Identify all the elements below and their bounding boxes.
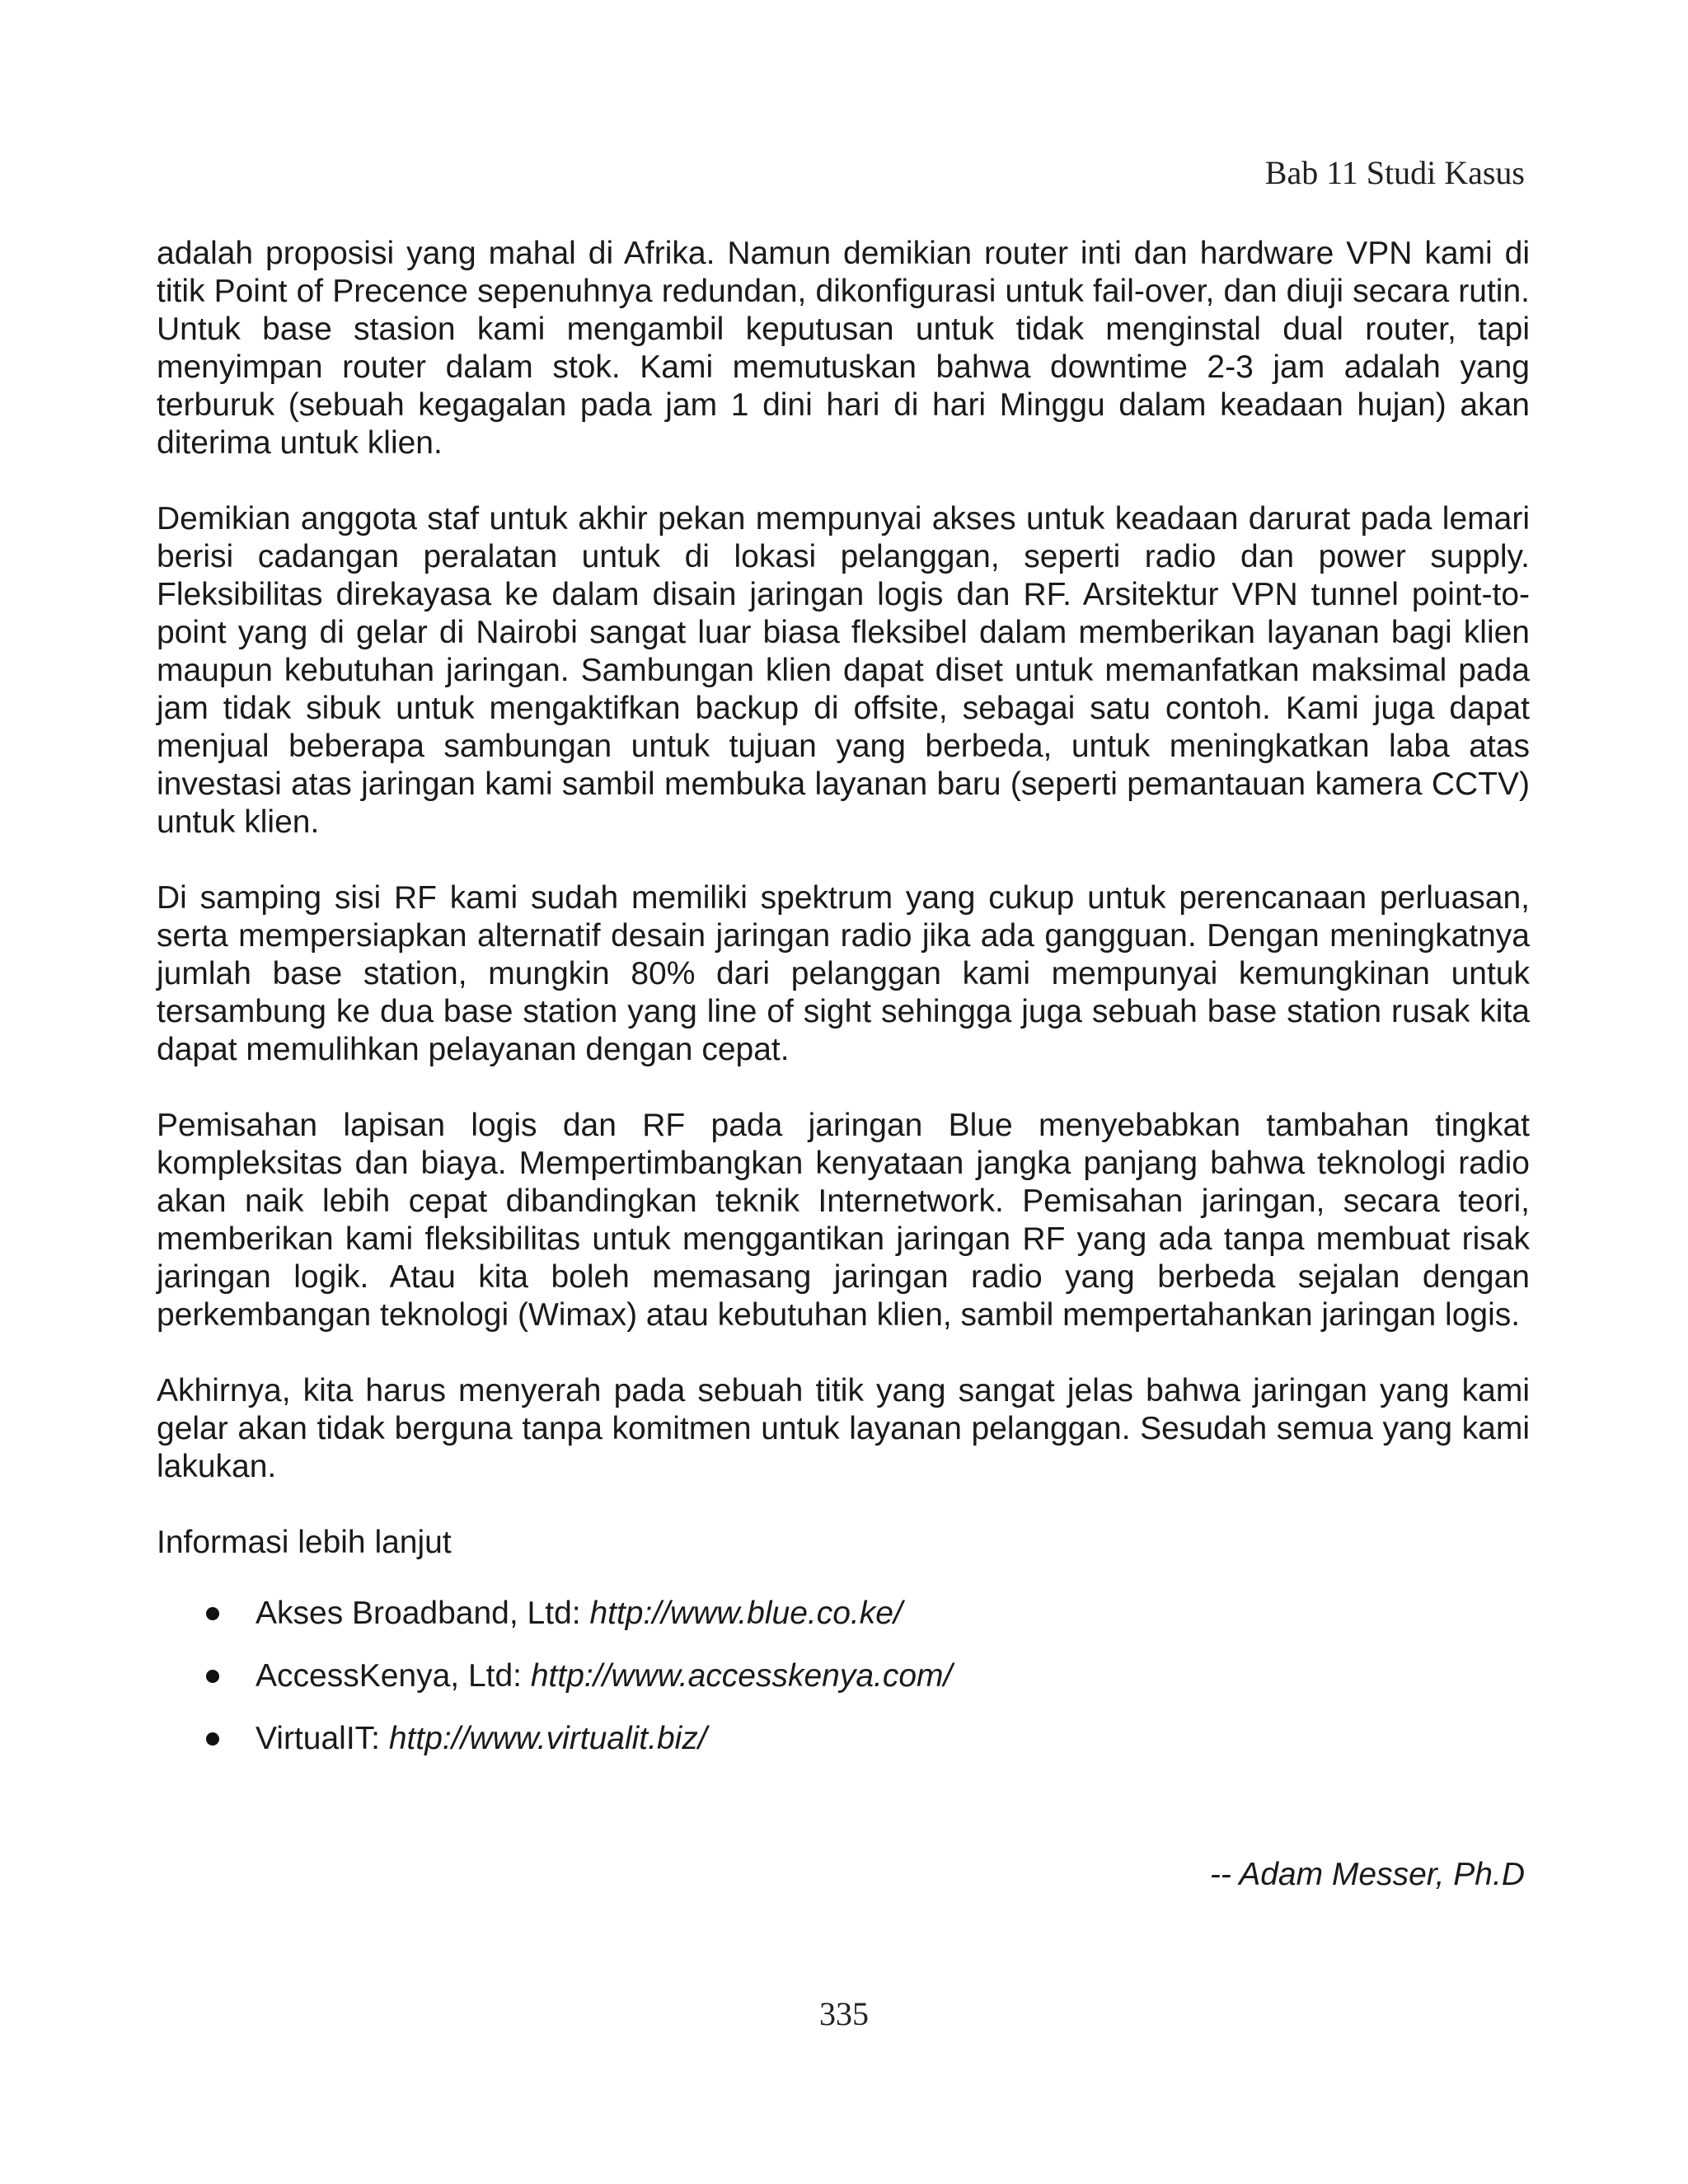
- list-item: [206, 1720, 1530, 1758]
- link-name: Akses Broadband, Ltd:: [256, 1596, 590, 1631]
- paragraph-5: Akhirnya, kita harus menyerah pada sebuah titik yang sangat jelas bahwa jaringan yang kami gelar akan tidak berguna tanpa komitmen untuk layanan pelanggan. Sesudah semua yang kami lakukan.: [157, 1373, 1530, 1484]
- paragraph-1: adalah proposisi yang mahal di Afrika. Namun demikian router inti dan hardware VPN kami di titik Point of Precence sepenuhnya redundan, dikonfigurasi untuk fail-over, dan diuji secara rutin. Untuk base stasion kami mengambil keputusan untuk tidak menginstal dual router, tapi menyimpan router dalam stok. Kami memutuskan bahwa downtime 2-3 jam adalah yang terburuk (sebuah kegagalan pada jam 1 dini hari di hari Minggu dalam keadaan hujan) akan diterima untuk klien.: [157, 236, 1530, 461]
- body-text: [157, 235, 1530, 1783]
- more-info-heading: Informasi lebih lanjut: [157, 1525, 452, 1560]
- bullet-icon: [206, 1607, 219, 1620]
- link-url[interactable]: http://www.blue.co.ke/: [589, 1596, 903, 1631]
- link-name: AccessKenya, Ltd:: [256, 1658, 531, 1694]
- running-header: Bab 11 Studi Kasus: [1264, 154, 1525, 191]
- author-signature: -- Adam Messer, Ph.D: [1209, 1857, 1525, 1892]
- list-item: [206, 1657, 1530, 1695]
- link-name: VirtualIT:: [256, 1721, 389, 1756]
- paragraph-3: Di samping sisi RF kami sudah memiliki spektrum yang cukup untuk perencanaan perluasan, serta mempersiapkan alternatif desain jaringan radio jika ada gangguan. Dengan meningkatnya jumlah base station, mungkin 80% dari pelanggan kami mempunyai kemungkinan untuk tersambung ke dua base station yang line of sight sehingga juga sebuah base station rusak kita dapat memulihkan pelayanan dengan cepat.: [157, 880, 1530, 1067]
- list-item: [206, 1595, 1530, 1633]
- link-url[interactable]: http://www.virtualit.biz/: [388, 1721, 707, 1756]
- paragraph-2: Demikian anggota staf untuk akhir pekan mempunyai akses untuk keadaan darurat pada lemari berisi cadangan peralatan untuk di lokasi pelanggan, seperti radio dan power supply. Fleksibilitas direkayasa ke dalam disain jaringan logis dan RF. Arsitektur VPN tunnel point-to-point yang di gelar di Nairobi sangat luar biasa fleksibel dalam memberikan layanan bagi klien maupun kebutuhan jaringan. Sambungan klien dapat diset untuk memanfatkan maksimal pada jam tidak sibuk untuk mengaktifkan backup di offsite, sebagai satu contoh. Kami juga dapat menjual beberapa sambungan untuk tujuan yang berbeda, untuk meningkatkan laba atas investasi atas jaringan kami sambil membuka layanan baru (seperti pemantauan kamera CCTV) untuk klien.: [157, 501, 1530, 840]
- paragraph-4: Pemisahan lapisan logis dan RF pada jaringan Blue menyebabkan tambahan tingkat kompleksitas dan biaya. Mempertimbangkan kenyataan jangka panjang bahwa teknologi radio akan naik lebih cepat dibandingkan teknik Internetwork. Pemisahan jaringan, secara teori, memberikan kami fleksibilitas untuk menggantikan jaringan RF yang ada tanpa membuat risak jaringan logik. Atau kita boleh memasang jaringan radio yang berbeda sejalan dengan perkembangan teknologi (Wimax) atau kebutuhan klien, sambil mempertahankan jaringan logis.: [157, 1108, 1530, 1333]
- bullet-icon: [206, 1670, 219, 1683]
- bullet-icon: [206, 1732, 219, 1746]
- page-number: 335: [819, 1995, 869, 2032]
- link-url[interactable]: http://www.accesskenya.com/: [530, 1658, 953, 1694]
- more-info-list: [157, 1595, 1530, 1758]
